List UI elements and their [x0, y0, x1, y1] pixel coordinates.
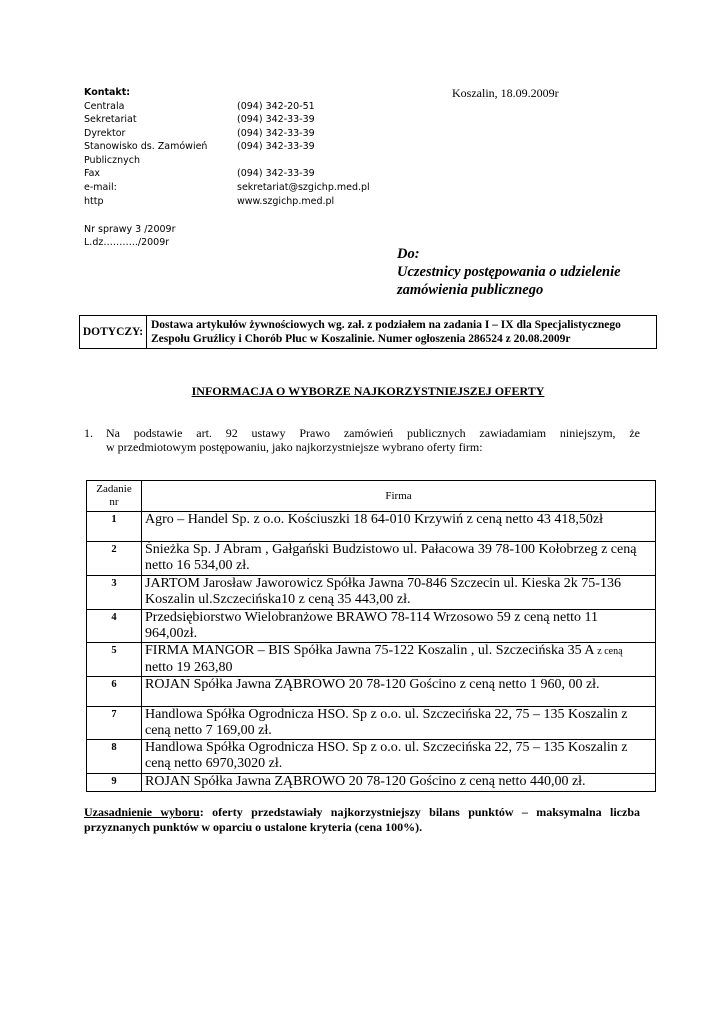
header-firm: Firma: [142, 481, 656, 512]
table-header-row: [87, 481, 656, 512]
contact-row: [84, 140, 384, 167]
firm-cell: ROJAN Spółka Jawna ZĄBROWO 20 78-120 Gościno z ceną netto 440,00 zł.: [142, 774, 656, 792]
contact-row: [84, 181, 384, 195]
contact-value: (094) 342-20-51: [237, 100, 315, 112]
contact-label: Dyrektor: [84, 127, 126, 139]
task-number: 4: [87, 610, 142, 643]
task-number: 1: [87, 512, 142, 542]
table-row: [87, 576, 656, 610]
document-title: INFORMACJA O WYBORZE NAJKORZYSTNIEJSZEJ OFERTY: [191, 384, 545, 398]
table-row: [87, 740, 656, 774]
document-date: Koszalin, 18.09.2009r: [452, 86, 559, 100]
contact-value: (094) 342-33-39: [237, 127, 315, 139]
header-nr-label: nr: [109, 496, 119, 508]
case-number-block: [84, 223, 176, 249]
table-row: [87, 707, 656, 740]
justification-paragraph: [84, 805, 640, 835]
task-number: 2: [87, 542, 142, 576]
paragraph-line: Na podstawie art. 92 ustawy Prawo zamówień publicznych zawiadamiam niniejszym, że: [106, 426, 640, 440]
justification-label: Uzasadnienie wyboru: [84, 805, 200, 819]
contact-label: http: [84, 195, 104, 207]
paragraph-number: 1.: [84, 426, 93, 440]
contact-website: www.szgichp.med.pl: [237, 195, 335, 207]
firm-cell: [142, 643, 656, 677]
contact-label: Fax: [84, 168, 101, 180]
contact-row: [84, 113, 384, 127]
recipient-line: Uczestnicy postępowania o udzielenie: [397, 264, 621, 280]
header-task-number: [87, 481, 142, 512]
table-row: [87, 774, 656, 792]
task-number: 9: [87, 774, 142, 792]
firm-cell: Handlowa Spółka Ogrodnicza HSO. Sp z o.o. ul. Szczecińska 22, 75 – 135 Koszalin z ceną netto 7 169,00 zł.: [142, 707, 656, 740]
recipient-to: Do:: [397, 246, 420, 262]
firm-cell: Agro – Handel Sp. z o.o. Kościuszki 18 64-010 Krzywiń z ceną netto 43 418,50zł: [142, 512, 656, 542]
firm-cell: Przedsiębiorstwo Wielobranżowe BRAWO 78-114 Wrzosowo 59 z ceną netto 11 964,00zł.: [142, 610, 656, 643]
case-number: Nr sprawy 3 /2009r: [84, 224, 176, 235]
task-number: 5: [87, 643, 142, 677]
registry-number: L.dz………../2009r: [84, 237, 170, 248]
table-row: [87, 512, 656, 542]
contact-block: [84, 86, 384, 208]
table-row: [87, 610, 656, 643]
contact-row: [84, 100, 384, 114]
contact-label: Centrala: [84, 100, 125, 112]
contact-value: (094) 342-33-39: [237, 168, 315, 180]
contact-email: sekretariat@szgichp.med.pl: [237, 181, 370, 193]
firm-cell: Handlowa Spółka Ogrodnicza HSO. Sp z o.o. ul. Szczecińska 22, 75 – 135 Koszalin z ceną netto 6970,3020 zł.: [142, 740, 656, 774]
firm-cell: ROJAN Spółka Jawna ZĄBROWO 20 78-120 Gościno z ceną netto 1 960, 00 zł.: [142, 677, 656, 707]
task-number: 6: [87, 677, 142, 707]
firm-text: FIRMA MANGOR – BIS Spółka Jawna 75-122 Koszalin , ul. Szczecińska 35 A: [145, 643, 594, 658]
table-row: [87, 643, 656, 677]
contact-row: [84, 127, 384, 141]
firm-text-small: z ceną: [597, 646, 623, 657]
recipient-block: [397, 245, 677, 299]
task-number: 7: [87, 707, 142, 740]
contact-row: [84, 167, 384, 181]
header-task-label: Zadanie: [96, 483, 132, 495]
task-number: 3: [87, 576, 142, 610]
notice-paragraph: [84, 426, 640, 454]
firm-text: netto 19 263,80: [145, 660, 233, 675]
subject-text: Dostawa artykułów żywnościowych wg. zał. z podziałem na zadania I – IX dla Specjalistycznego Zespołu Gruźlicy i Chorób Płuc w Koszalinie. Numer ogłoszenia 286524 z 20.08.2009r: [147, 316, 657, 349]
contact-label: Stanowisko ds. Zamówień Publicznych: [84, 141, 208, 166]
paragraph-line: w przedmiotowym postępowaniu, jako najkorzystniejsze wybrano oferty firm:: [106, 440, 483, 454]
task-number: 8: [87, 740, 142, 774]
subject-table: [79, 315, 657, 349]
contact-value: (094) 342-33-39: [237, 114, 315, 126]
contact-label: e-mail:: [84, 181, 117, 193]
contact-value: (094) 342-33-39: [237, 141, 315, 153]
contact-row: [84, 195, 384, 209]
selected-offers-table: [86, 480, 656, 792]
recipient-line: zamówienia publicznego: [397, 282, 544, 298]
contact-heading: Kontakt:: [84, 87, 131, 98]
table-row: [87, 677, 656, 707]
table-row: [87, 542, 656, 576]
justification-text: : oferty przedstawiały najkorzystniejszy bilans punktów – maksymalna liczba przyznanych punktów w oparciu o ustalone kryteria (cena 100%).: [84, 805, 640, 834]
firm-cell: JARTOM Jarosław Jaworowicz Spółka Jawna 70-846 Szczecin ul. Kieska 2k 75-136 Koszalin ul.Szczecińska10 z ceną 35 443,00 zł.: [142, 576, 656, 610]
contact-label: Sekretariat: [84, 114, 137, 126]
subject-label: DOTYCZY:: [80, 316, 147, 349]
firm-cell: Śnieżka Sp. J Abram , Gałgański Budzistowo ul. Pałacowa 39 78-100 Kołobrzeg z ceną netto 16 534,00 zł.: [142, 542, 656, 576]
